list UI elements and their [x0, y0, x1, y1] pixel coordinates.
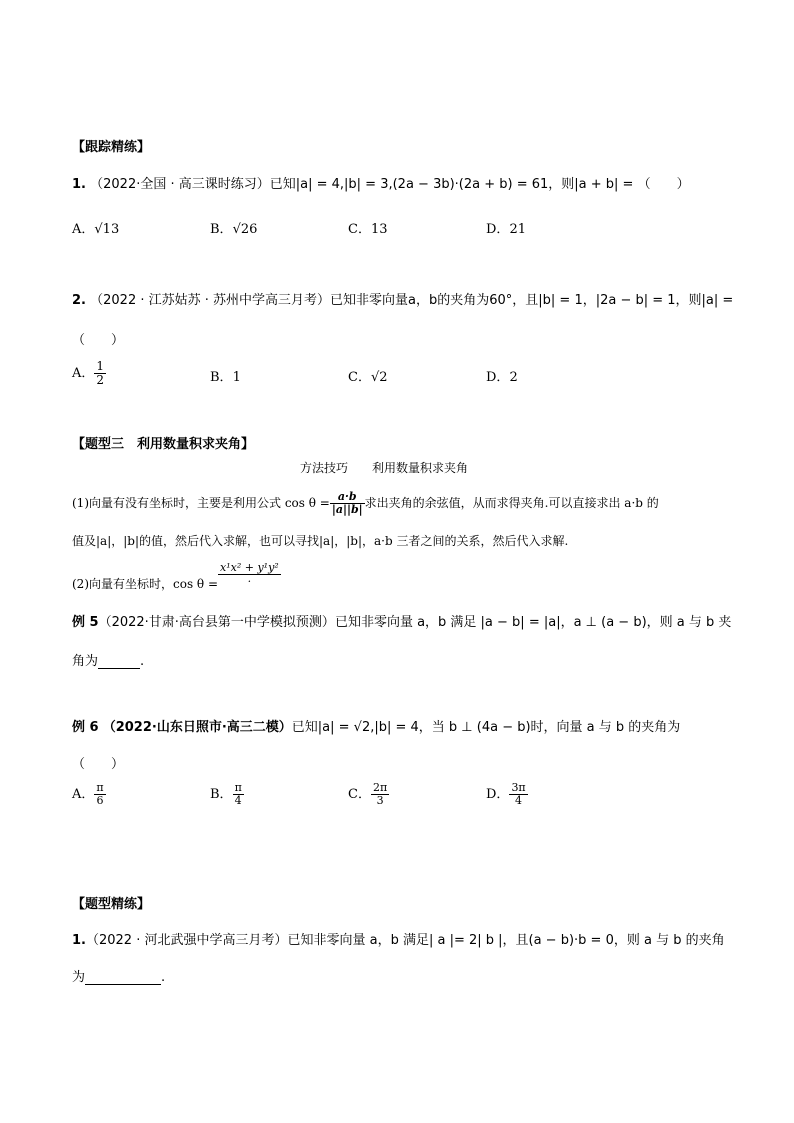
section-heading-tracking: 【跟踪精练】: [72, 140, 151, 155]
option-d: D．21: [486, 222, 526, 237]
example-source: （2022·甘肃·高台县第一中学模拟预测）: [98, 615, 335, 630]
question-source: （2022 · 河北武强中学高三月考）: [85, 933, 288, 948]
method-title: 方法技巧 利用数量积求夹角: [300, 461, 469, 475]
question-2: [72, 289, 733, 308]
answer-blank[interactable]: [85, 984, 161, 985]
option-d: D． $\frac{3\pi}{4}$: [486, 781, 526, 808]
example-label: 例 6: [72, 720, 99, 735]
answer-paren: （ ）: [72, 757, 125, 772]
option-b: B．1: [210, 370, 241, 385]
option-c: C．√2: [348, 370, 388, 385]
example-5-line2: 角为 .: [72, 654, 145, 669]
option-b: B．√26: [210, 222, 258, 237]
section-heading-type3: 【题型三 利用数量积求夹角】: [72, 437, 255, 452]
option-a: A．√13: [72, 222, 120, 237]
option-c: C．13: [348, 222, 388, 237]
question-stem: 已知非零向量a，b的夹角为60°，且|b| = 1，|2a − b| = 1，则|a| =: [330, 293, 734, 308]
option-c: C． $\frac{2\pi}{3}$: [348, 781, 388, 808]
example-5: [72, 611, 731, 630]
option-a: A． $\frac{1}{2}$: [72, 359, 105, 388]
question-1: [72, 173, 690, 192]
option-b: B． $\frac{\pi}{4}$: [210, 781, 242, 808]
example-stem: 已知非零向量 a，b 满足 |a − b| = |a|，a ⊥ (a − b)，则 a 与 b 夹: [334, 615, 732, 630]
question-source: （2022 · 江苏姑苏 · 苏州中学高三月考）: [90, 293, 331, 308]
question-stem: 已知|a| = 4,|b| = 3,(2a − 3b)·(2a + b) = 61，则|a + b| = （ ）: [269, 177, 690, 192]
example-label: 例 5: [72, 615, 99, 630]
answer-blank[interactable]: [98, 668, 140, 669]
option-d: D．2: [486, 370, 518, 385]
method-paragraph-2: (2)向量有坐标时，cos θ = $\frac{\text{x¹x² + y¹y²}}{.}$: [72, 561, 279, 592]
option-a: A． $\frac{\pi}{6}$: [72, 781, 104, 808]
question-number: 1.: [72, 933, 86, 948]
section-heading-practice: 【题型精练】: [72, 897, 151, 912]
question-number: 2.: [72, 293, 86, 308]
question-stem: 已知非零向量 a，b 满足| a |= 2| b |，且(a − b)·b = 0，则 a 与 b 的夹角: [287, 933, 725, 948]
answer-paren: （ ）: [72, 333, 125, 348]
example-source: （2022·山东日照市·高三二模）: [102, 720, 292, 735]
practice-1: [72, 929, 725, 948]
method-paragraph-1-cont: 值及|a|，|b|的值，然后代入求解，也可以寻找|a|，|b|，a·b 三者之间的关系，然后代入求解.: [72, 534, 569, 548]
question-number: 1.: [72, 177, 86, 192]
example-6: [72, 716, 680, 735]
example-stem: 已知|a| = √2,|b| = 4，当 b ⊥ (4a − b)时，向量 a 与 b 的夹角为: [291, 720, 681, 735]
method-paragraph-1: (1)向量有没有坐标时，主要是利用公式 cos θ = $\frac{a\cdot b}{|a||b|}$ 求出夹角的余弦值，从而求得夹角.可以直接求出 a·b 的: [72, 490, 659, 517]
question-source: （2022·全国 · 高三课时练习）: [90, 177, 270, 192]
practice-1-line2: 为 .: [72, 970, 166, 985]
